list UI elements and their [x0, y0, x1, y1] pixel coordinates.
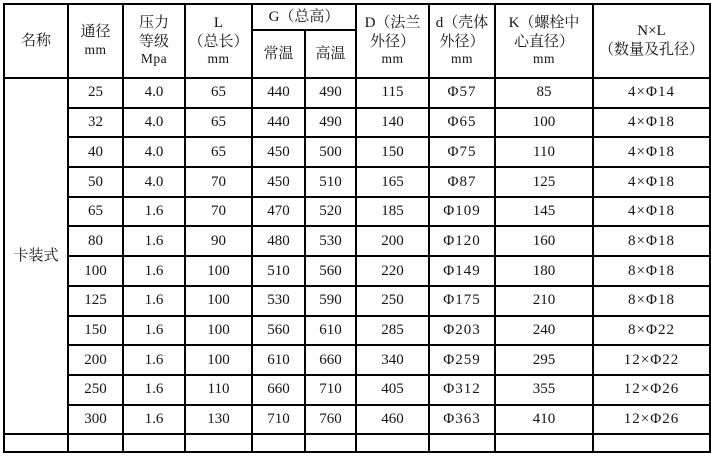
table-cell: 65	[68, 197, 123, 227]
header-pressure-label-1: 压力	[138, 14, 169, 31]
table-cell: 470	[252, 197, 305, 227]
header-g-normal	[252, 30, 305, 78]
table-cell: 355	[495, 375, 593, 405]
table-cell: 440	[252, 78, 305, 108]
table-cell	[123, 434, 185, 452]
table-cell: 180	[495, 256, 593, 286]
header-d-shell-unit: mm	[450, 51, 473, 67]
table-cell: 8×Φ22	[593, 316, 710, 346]
table-cell: 300	[68, 405, 123, 435]
table-cell: Φ120	[429, 226, 495, 256]
table-cell: 510	[252, 256, 305, 286]
table-cell: 100	[185, 286, 252, 316]
table-cell: 480	[252, 226, 305, 256]
spec-table	[3, 3, 711, 453]
table-cell: 405	[356, 375, 429, 405]
table-cell: 710	[305, 375, 356, 405]
header-nxl-label-2: （数量及孔径）	[598, 42, 704, 58]
table-cell: 65	[185, 137, 252, 167]
table-cell: 110	[185, 375, 252, 405]
table-cell: 100	[185, 345, 252, 375]
table-cell: 100	[495, 108, 593, 138]
table-row	[4, 345, 710, 375]
table-cell: 165	[356, 167, 429, 197]
table-cell: 220	[356, 256, 429, 286]
header-name	[4, 4, 68, 78]
header-name-label: 名称	[20, 32, 51, 49]
table-cell: 65	[185, 78, 252, 108]
table-cell: Φ203	[429, 316, 495, 346]
table-cell: 250	[356, 286, 429, 316]
table-cell: Φ65	[429, 108, 495, 138]
table-cell: Φ149	[429, 256, 495, 286]
header-d-flange	[356, 4, 429, 78]
table-header	[4, 4, 710, 78]
header-dn-unit: mm	[84, 41, 107, 57]
table-row	[4, 405, 710, 435]
header-d-flange-label-1: D（法兰	[364, 14, 421, 31]
header-dn-label: 通径	[80, 24, 111, 41]
table-cell: 125	[68, 286, 123, 316]
table-cell: 500	[305, 137, 356, 167]
group-name-cell: 卡装式	[4, 78, 68, 434]
table-cell: 80	[68, 226, 123, 256]
table-cell: 150	[356, 137, 429, 167]
table-cell: 560	[305, 256, 356, 286]
table-cell	[185, 434, 252, 452]
table-cell: 32	[68, 108, 123, 138]
table-cell: 8×Φ18	[593, 256, 710, 286]
table-cell: Φ312	[429, 375, 495, 405]
table-cell: 210	[495, 286, 593, 316]
table-cell: 1.6	[123, 316, 185, 346]
table-cell: 25	[68, 78, 123, 108]
table-cell: 1.6	[123, 405, 185, 435]
table-cell	[593, 434, 710, 452]
table-cell: 40	[68, 137, 123, 167]
table-cell: 1.6	[123, 256, 185, 286]
table-cell	[356, 434, 429, 452]
table-cell: Φ109	[429, 197, 495, 227]
table-cell: 440	[252, 108, 305, 138]
header-d-flange-label-2: 外径）	[369, 33, 415, 50]
table-cell: 1.6	[123, 286, 185, 316]
table-cell: 4.0	[123, 78, 185, 108]
table-cell: Φ259	[429, 345, 495, 375]
table-cell: 410	[495, 405, 593, 435]
table-cell: 710	[252, 405, 305, 435]
table-cell: 340	[356, 345, 429, 375]
table-row	[4, 256, 710, 286]
header-d-shell	[429, 4, 495, 78]
table-cell: 50	[68, 167, 123, 197]
table-cell: Φ363	[429, 405, 495, 435]
table-row	[4, 108, 710, 138]
table-cell: 125	[495, 167, 593, 197]
table-cell	[68, 434, 123, 452]
table-cell: 200	[356, 226, 429, 256]
table-cell: 4×Φ18	[593, 167, 710, 197]
header-length-label-2: （总长）	[188, 33, 249, 50]
table-cell: 1.6	[123, 345, 185, 375]
table-cell: Φ75	[429, 137, 495, 167]
table-cell: 1.6	[123, 226, 185, 256]
header-g-normal-label: 常温	[263, 45, 294, 62]
table-cell: 450	[252, 167, 305, 197]
header-g-group-label: G（总高）	[268, 8, 340, 25]
table-cell: 510	[305, 167, 356, 197]
table-cell: 4.0	[123, 137, 185, 167]
table-row	[4, 226, 710, 256]
header-k-bolt-label-1: K（螺栓中	[508, 14, 580, 31]
table-cell: 660	[252, 375, 305, 405]
header-d-shell-label-1: d（壳体	[435, 14, 489, 31]
table-cell: 240	[495, 316, 593, 346]
table-cell: 8×Φ18	[593, 226, 710, 256]
table-cell: 12×Φ26	[593, 375, 710, 405]
table-cell: Φ57	[429, 78, 495, 108]
header-k-bolt	[495, 4, 593, 78]
header-d-flange-unit: mm	[381, 51, 404, 67]
table-cell: 12×Φ26	[593, 405, 710, 435]
table-cell: 450	[252, 137, 305, 167]
table-body	[4, 78, 710, 452]
table-cell: 150	[68, 316, 123, 346]
header-g-high	[305, 30, 356, 78]
table-cell: 70	[185, 167, 252, 197]
table-cell: 100	[68, 256, 123, 286]
table-cell: 4×Φ14	[593, 78, 710, 108]
header-pressure	[123, 4, 185, 78]
header-k-bolt-unit: mm	[532, 51, 555, 67]
table-cell: 285	[356, 316, 429, 346]
table-cell: 4.0	[123, 108, 185, 138]
header-k-bolt-label-2: 心直径）	[513, 33, 574, 50]
table-cell: 560	[252, 316, 305, 346]
table-cell: 520	[305, 197, 356, 227]
table-cell: 130	[185, 405, 252, 435]
table-cell: 145	[495, 197, 593, 227]
header-length-label-1: L	[213, 14, 224, 31]
table-cell: 590	[305, 286, 356, 316]
header-g-group	[252, 4, 356, 30]
table-cell: 85	[495, 78, 593, 108]
table-cell: 115	[356, 78, 429, 108]
header-dn	[68, 4, 123, 78]
header-row-top	[4, 4, 710, 30]
table-cell: 65	[185, 108, 252, 138]
table-cell: 610	[305, 316, 356, 346]
table-cell: Φ175	[429, 286, 495, 316]
table-cell: 185	[356, 197, 429, 227]
table-row	[4, 316, 710, 346]
table-cell: 160	[495, 226, 593, 256]
header-length-unit: mm	[207, 51, 230, 67]
table-cell: 90	[185, 226, 252, 256]
table-cell: 110	[495, 137, 593, 167]
header-length	[185, 4, 252, 78]
table-row	[4, 137, 710, 167]
table-cell	[495, 434, 593, 452]
table-cell: 100	[185, 316, 252, 346]
table-cell: 1.6	[123, 197, 185, 227]
table-cell: 12×Φ22	[593, 345, 710, 375]
table-cell: 70	[185, 197, 252, 227]
table-cell: 4×Φ18	[593, 197, 710, 227]
table-row	[4, 197, 710, 227]
header-d-shell-label-2: 外径）	[439, 33, 485, 50]
table-cell: Φ87	[429, 167, 495, 197]
header-nxl-label-1: N×L	[637, 23, 666, 40]
table-row	[4, 167, 710, 197]
table-cell: 490	[305, 108, 356, 138]
table-cell	[4, 434, 68, 452]
table-cell: 1.6	[123, 375, 185, 405]
table-cell: 490	[305, 78, 356, 108]
table-cell: 140	[356, 108, 429, 138]
header-nxl	[593, 4, 710, 78]
table-cell: 460	[356, 405, 429, 435]
header-pressure-label-2: 等级	[138, 33, 169, 50]
table-cell	[305, 434, 356, 452]
table-cell: 8×Φ18	[593, 286, 710, 316]
table-cell: 4×Φ18	[593, 137, 710, 167]
table-row	[4, 375, 710, 405]
table-cell: 610	[252, 345, 305, 375]
table-cell: 4×Φ18	[593, 108, 710, 138]
table-cell: 250	[68, 375, 123, 405]
table-cell: 530	[305, 226, 356, 256]
table-cell: 660	[305, 345, 356, 375]
table-cell: 295	[495, 345, 593, 375]
table-cell: 760	[305, 405, 356, 435]
table-cell: 100	[185, 256, 252, 286]
table-cell: 4.0	[123, 167, 185, 197]
table-cell	[429, 434, 495, 452]
header-g-high-label: 高温	[315, 45, 346, 62]
table-cell: 200	[68, 345, 123, 375]
table-row	[4, 78, 710, 108]
table-cell	[252, 434, 305, 452]
header-pressure-unit: Mpa	[140, 51, 168, 67]
table-row	[4, 286, 710, 316]
table-row-partial	[4, 434, 710, 452]
table-cell: 530	[252, 286, 305, 316]
